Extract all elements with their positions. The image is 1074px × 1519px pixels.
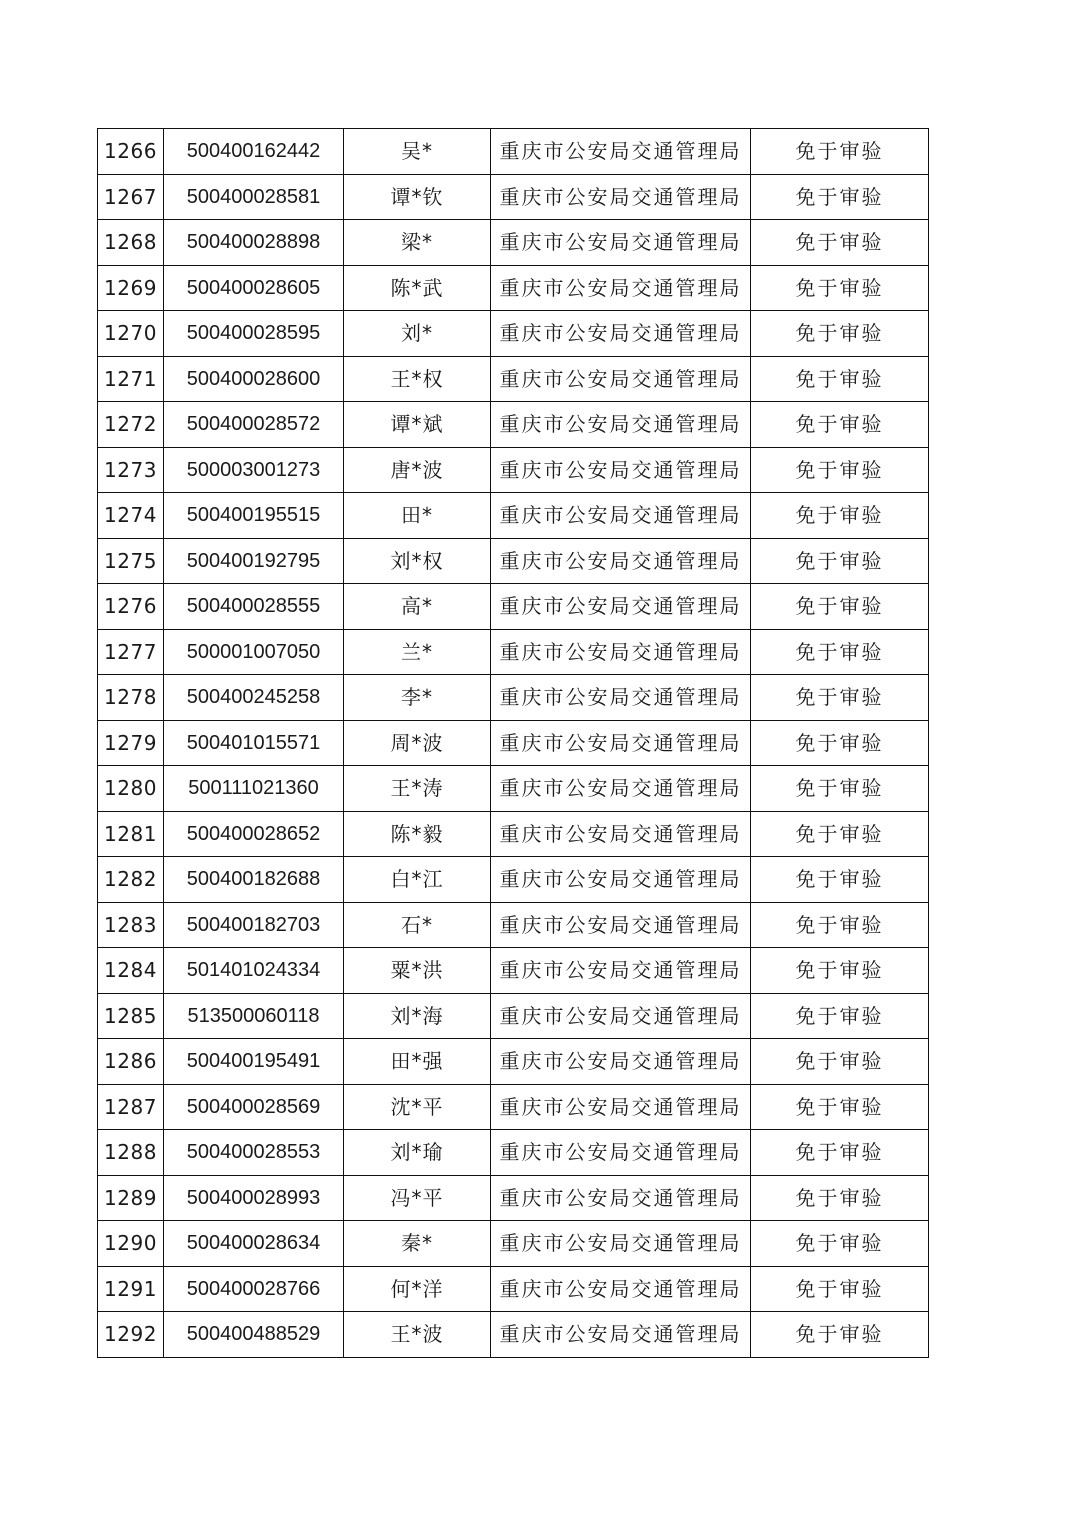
table-row xyxy=(98,811,929,857)
status-cell: 免于审验 xyxy=(751,1266,929,1312)
row-index-cell: 1285 xyxy=(98,993,164,1039)
row-index-cell: 1266 xyxy=(98,129,164,175)
row-index-cell: 1282 xyxy=(98,857,164,903)
record-number-cell: 500111021360 xyxy=(164,766,344,812)
record-number-cell: 500400028652 xyxy=(164,811,344,857)
records-table xyxy=(97,128,929,1358)
issuing-authority-cell: 重庆市公安局交通管理局 xyxy=(491,675,751,721)
issuing-authority-cell: 重庆市公安局交通管理局 xyxy=(491,948,751,994)
table-row xyxy=(98,1312,929,1358)
issuing-authority-cell: 重庆市公安局交通管理局 xyxy=(491,402,751,448)
table-row xyxy=(98,1266,929,1312)
status-cell: 免于审验 xyxy=(751,129,929,175)
table-row xyxy=(98,265,929,311)
status-cell: 免于审验 xyxy=(751,1221,929,1267)
table-row xyxy=(98,1130,929,1176)
record-number-cell: 500400028555 xyxy=(164,584,344,630)
row-index-cell: 1280 xyxy=(98,766,164,812)
row-index-cell: 1287 xyxy=(98,1084,164,1130)
record-number-cell: 500400028634 xyxy=(164,1221,344,1267)
record-number-cell: 500400182688 xyxy=(164,857,344,903)
table-row xyxy=(98,493,929,539)
record-number-cell: 500400028553 xyxy=(164,1130,344,1176)
record-number-cell: 500001007050 xyxy=(164,629,344,675)
record-number-cell: 500400028572 xyxy=(164,402,344,448)
person-name-cell: 周*波 xyxy=(344,720,491,766)
issuing-authority-cell: 重庆市公安局交通管理局 xyxy=(491,1130,751,1176)
issuing-authority-cell: 重庆市公安局交通管理局 xyxy=(491,857,751,903)
status-cell: 免于审验 xyxy=(751,174,929,220)
row-index-cell: 1277 xyxy=(98,629,164,675)
person-name-cell: 白*江 xyxy=(344,857,491,903)
status-cell: 免于审验 xyxy=(751,493,929,539)
person-name-cell: 兰* xyxy=(344,629,491,675)
status-cell: 免于审验 xyxy=(751,948,929,994)
status-cell: 免于审验 xyxy=(751,402,929,448)
record-number-cell: 500400028600 xyxy=(164,356,344,402)
table-row xyxy=(98,902,929,948)
table-row xyxy=(98,720,929,766)
record-number-cell: 501401024334 xyxy=(164,948,344,994)
table-row xyxy=(98,766,929,812)
person-name-cell: 谭*斌 xyxy=(344,402,491,448)
table-row xyxy=(98,1221,929,1267)
record-number-cell: 500400028595 xyxy=(164,311,344,357)
table-row xyxy=(98,447,929,493)
issuing-authority-cell: 重庆市公安局交通管理局 xyxy=(491,902,751,948)
person-name-cell: 吴* xyxy=(344,129,491,175)
issuing-authority-cell: 重庆市公安局交通管理局 xyxy=(491,1084,751,1130)
person-name-cell: 唐*波 xyxy=(344,447,491,493)
row-index-cell: 1278 xyxy=(98,675,164,721)
status-cell: 免于审验 xyxy=(751,1130,929,1176)
status-cell: 免于审验 xyxy=(751,675,929,721)
table-row xyxy=(98,311,929,357)
row-index-cell: 1270 xyxy=(98,311,164,357)
person-name-cell: 粟*洪 xyxy=(344,948,491,994)
person-name-cell: 王*波 xyxy=(344,1312,491,1358)
table-row xyxy=(98,402,929,448)
person-name-cell: 石* xyxy=(344,902,491,948)
table-row xyxy=(98,857,929,903)
status-cell: 免于审验 xyxy=(751,902,929,948)
issuing-authority-cell: 重庆市公安局交通管理局 xyxy=(491,356,751,402)
issuing-authority-cell: 重庆市公安局交通管理局 xyxy=(491,766,751,812)
person-name-cell: 刘*权 xyxy=(344,538,491,584)
row-index-cell: 1283 xyxy=(98,902,164,948)
table-row xyxy=(98,538,929,584)
table-row xyxy=(98,584,929,630)
record-number-cell: 500400028898 xyxy=(164,220,344,266)
person-name-cell: 高* xyxy=(344,584,491,630)
table-row xyxy=(98,1084,929,1130)
person-name-cell: 田*强 xyxy=(344,1039,491,1085)
status-cell: 免于审验 xyxy=(751,1312,929,1358)
row-index-cell: 1275 xyxy=(98,538,164,584)
person-name-cell: 何*洋 xyxy=(344,1266,491,1312)
person-name-cell: 陈*武 xyxy=(344,265,491,311)
status-cell: 免于审验 xyxy=(751,447,929,493)
table-row xyxy=(98,174,929,220)
row-index-cell: 1273 xyxy=(98,447,164,493)
issuing-authority-cell: 重庆市公安局交通管理局 xyxy=(491,720,751,766)
issuing-authority-cell: 重庆市公安局交通管理局 xyxy=(491,265,751,311)
issuing-authority-cell: 重庆市公安局交通管理局 xyxy=(491,220,751,266)
table-row xyxy=(98,1039,929,1085)
row-index-cell: 1269 xyxy=(98,265,164,311)
record-number-cell: 513500060118 xyxy=(164,993,344,1039)
issuing-authority-cell: 重庆市公安局交通管理局 xyxy=(491,493,751,539)
status-cell: 免于审验 xyxy=(751,265,929,311)
row-index-cell: 1276 xyxy=(98,584,164,630)
row-index-cell: 1267 xyxy=(98,174,164,220)
records-table-body xyxy=(98,129,929,1358)
row-index-cell: 1289 xyxy=(98,1175,164,1221)
row-index-cell: 1288 xyxy=(98,1130,164,1176)
issuing-authority-cell: 重庆市公安局交通管理局 xyxy=(491,1221,751,1267)
status-cell: 免于审验 xyxy=(751,720,929,766)
row-index-cell: 1274 xyxy=(98,493,164,539)
row-index-cell: 1279 xyxy=(98,720,164,766)
issuing-authority-cell: 重庆市公安局交通管理局 xyxy=(491,538,751,584)
issuing-authority-cell: 重庆市公安局交通管理局 xyxy=(491,1039,751,1085)
person-name-cell: 刘* xyxy=(344,311,491,357)
person-name-cell: 梁* xyxy=(344,220,491,266)
row-index-cell: 1292 xyxy=(98,1312,164,1358)
row-index-cell: 1272 xyxy=(98,402,164,448)
issuing-authority-cell: 重庆市公安局交通管理局 xyxy=(491,629,751,675)
person-name-cell: 王*涛 xyxy=(344,766,491,812)
record-number-cell: 500400162442 xyxy=(164,129,344,175)
table-row xyxy=(98,1175,929,1221)
person-name-cell: 沈*平 xyxy=(344,1084,491,1130)
issuing-authority-cell: 重庆市公安局交通管理局 xyxy=(491,1175,751,1221)
record-number-cell: 500400028766 xyxy=(164,1266,344,1312)
record-number-cell: 500400195515 xyxy=(164,493,344,539)
issuing-authority-cell: 重庆市公安局交通管理局 xyxy=(491,1312,751,1358)
person-name-cell: 刘*海 xyxy=(344,993,491,1039)
record-number-cell: 500400245258 xyxy=(164,675,344,721)
record-number-cell: 500400028569 xyxy=(164,1084,344,1130)
table-row xyxy=(98,948,929,994)
status-cell: 免于审验 xyxy=(751,1175,929,1221)
table-row xyxy=(98,356,929,402)
table-row xyxy=(98,129,929,175)
person-name-cell: 李* xyxy=(344,675,491,721)
person-name-cell: 冯*平 xyxy=(344,1175,491,1221)
row-index-cell: 1290 xyxy=(98,1221,164,1267)
row-index-cell: 1286 xyxy=(98,1039,164,1085)
status-cell: 免于审验 xyxy=(751,629,929,675)
person-name-cell: 谭*钦 xyxy=(344,174,491,220)
issuing-authority-cell: 重庆市公安局交通管理局 xyxy=(491,1266,751,1312)
issuing-authority-cell: 重庆市公安局交通管理局 xyxy=(491,129,751,175)
issuing-authority-cell: 重庆市公安局交通管理局 xyxy=(491,993,751,1039)
issuing-authority-cell: 重庆市公安局交通管理局 xyxy=(491,811,751,857)
record-number-cell: 500003001273 xyxy=(164,447,344,493)
table-row xyxy=(98,220,929,266)
issuing-authority-cell: 重庆市公安局交通管理局 xyxy=(491,447,751,493)
issuing-authority-cell: 重庆市公安局交通管理局 xyxy=(491,311,751,357)
record-number-cell: 500400488529 xyxy=(164,1312,344,1358)
status-cell: 免于审验 xyxy=(751,538,929,584)
record-number-cell: 500400028581 xyxy=(164,174,344,220)
row-index-cell: 1268 xyxy=(98,220,164,266)
record-number-cell: 500400028993 xyxy=(164,1175,344,1221)
record-number-cell: 500400182703 xyxy=(164,902,344,948)
status-cell: 免于审验 xyxy=(751,356,929,402)
row-index-cell: 1291 xyxy=(98,1266,164,1312)
status-cell: 免于审验 xyxy=(751,811,929,857)
table-row xyxy=(98,629,929,675)
record-number-cell: 500400195491 xyxy=(164,1039,344,1085)
record-number-cell: 500400028605 xyxy=(164,265,344,311)
status-cell: 免于审验 xyxy=(751,311,929,357)
record-number-cell: 500400192795 xyxy=(164,538,344,584)
record-number-cell: 500401015571 xyxy=(164,720,344,766)
status-cell: 免于审验 xyxy=(751,1084,929,1130)
status-cell: 免于审验 xyxy=(751,857,929,903)
person-name-cell: 陈*毅 xyxy=(344,811,491,857)
status-cell: 免于审验 xyxy=(751,766,929,812)
row-index-cell: 1281 xyxy=(98,811,164,857)
person-name-cell: 秦* xyxy=(344,1221,491,1267)
row-index-cell: 1284 xyxy=(98,948,164,994)
issuing-authority-cell: 重庆市公安局交通管理局 xyxy=(491,174,751,220)
person-name-cell: 田* xyxy=(344,493,491,539)
person-name-cell: 王*权 xyxy=(344,356,491,402)
status-cell: 免于审验 xyxy=(751,584,929,630)
issuing-authority-cell: 重庆市公安局交通管理局 xyxy=(491,584,751,630)
status-cell: 免于审验 xyxy=(751,993,929,1039)
row-index-cell: 1271 xyxy=(98,356,164,402)
table-row xyxy=(98,675,929,721)
status-cell: 免于审验 xyxy=(751,220,929,266)
person-name-cell: 刘*瑜 xyxy=(344,1130,491,1176)
table-row xyxy=(98,993,929,1039)
status-cell: 免于审验 xyxy=(751,1039,929,1085)
